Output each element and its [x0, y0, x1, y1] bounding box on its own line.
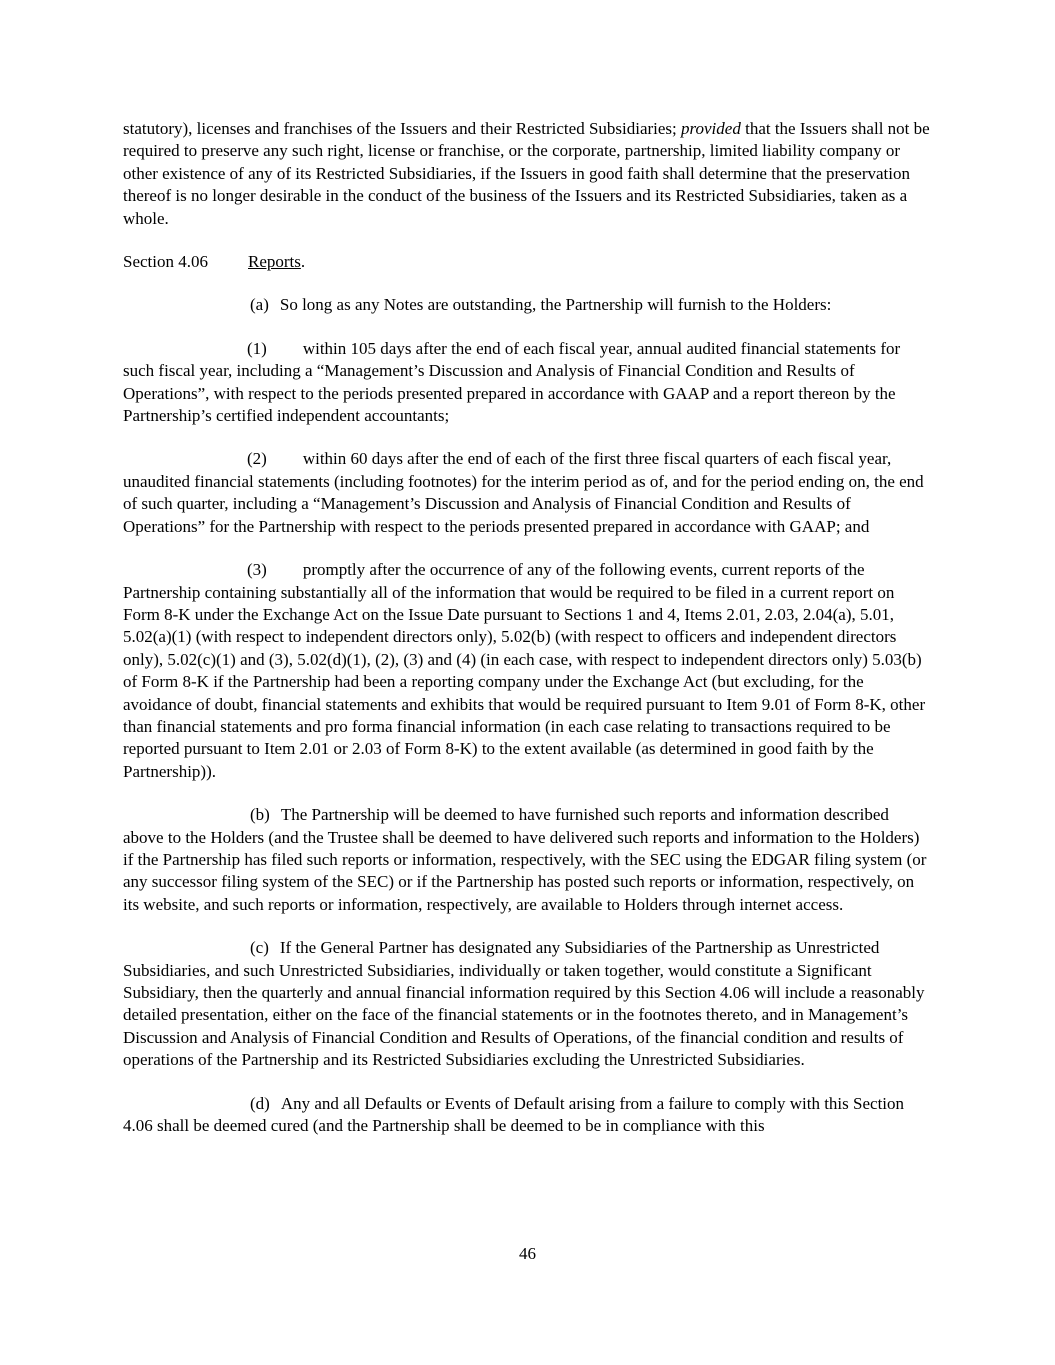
item-text-2: within 60 days after the end of each of the first three fiscal quarters of each fiscal year, unaudited financial statements (including footnotes) for the interim period as of, and for the period ending on, the end of such quarter, including a “Management’s Discussion and Analysis of Financial Condition and Results of Operations” for the Partnership with respect to the periods presented prepared in accordance with GAAP; and — [123, 449, 924, 536]
section-title-period: . — [300, 252, 306, 272]
paragraph-d — [123, 1093, 931, 1138]
item-label-c: (c) — [250, 938, 269, 958]
paragraph-a1 — [123, 338, 931, 428]
item-text-d: Any and all Defaults or Events of Default arising from a failure to comply with this Section 4.06 shall be deemed cured (and the Partnership shall be deemed to be in compliance with this — [123, 1093, 905, 1136]
section-title: Reports — [248, 252, 301, 272]
paragraph-a3 — [123, 559, 931, 783]
paragraph-c — [123, 937, 931, 1071]
item-text-b: The Partnership will be deemed to have furnished such reports and information described above to the Holders (and the Trustee shall be deemed to have delivered such reports and information to the Holders) if the Partnership has filed such reports or information, respectively, with the SEC using the EDGAR filing system (or any successor filing system of the SEC) or if the Partnership has posted such reports or information, respectively, on its website, and such reports or information, respectively, are available to Holders through internet access. — [123, 805, 927, 914]
paragraph-a — [123, 294, 931, 316]
item-label-b: (b) — [250, 805, 270, 825]
section-number: Section 4.06 — [123, 252, 208, 272]
section-heading — [123, 251, 931, 273]
intro-text-provided-italic: provided — [681, 119, 741, 138]
intro-text-post: that the Issuers shall not be required to preserve any such right, license or franchise, or the corporate, partnership, limited liability company or other existence of any of its Restricted Subsidiaries, if the Issuers in good faith shall determine that the preservation thereof is no longer desirable in the conduct of the business of the Issuers and its Restricted Subsidiaries, taken as a whole. — [123, 119, 930, 228]
item-text-a: So long as any Notes are outstanding, the Partnership will furnish to the Holders: — [279, 295, 832, 315]
item-label-1: (1) — [247, 338, 267, 358]
intro-text-pre: statutory), licenses and franchises of the Issuers and their Restricted Subsidiaries; — [123, 119, 682, 138]
item-label-a: (a) — [250, 295, 269, 315]
paragraph-a2 — [123, 448, 931, 538]
paragraph-intro-continuation — [123, 118, 931, 230]
item-text-3: promptly after the occurrence of any of the following events, current reports of the Partnership containing substantially all of the information that would be required to be filed in a current report on Form 8-K under the Exchange Act on the Issue Date pursuant to Sections 1 and 4, Items 2.01, 2.03, 2.04(a), 5.01, 5.02(a)(1) (with respect to independent directors only), 5.02(b) (with respect to officers and independent directors only), 5.02(c)(1) and (3), 5.02(d)(1), (2), (3) and (4) (in each case, with respect to independent directors only) 5.03(b) of Form 8-K if the Partnership had been a reporting company under the Exchange Act (but excluding, for the avoidance of doubt, financial statements and exhibits that would be required pursuant to Item 9.01 of Form 8-K, other than financial statements and pro forma financial information (in each case relating to transactions required to be reported pursuant to Item 2.01 or 2.03 of Form 8-K) to the extent available (as determined in good faith by the Partnership)). — [123, 560, 926, 781]
paragraph-b — [123, 804, 931, 916]
item-label-d: (d) — [250, 1093, 270, 1113]
item-text-c: If the General Partner has designated any Subsidiaries of the Partnership as Unrestricted Subsidiaries, and such Unrestricted Subsidiaries, individually or taken together, would constitute a Significant Subsidiary, then the quarterly and annual financial information required by this Section 4.06 will include a reasonably detailed presentation, either on the face of the financial statements or in the footnotes thereto, and in Management’s Discussion and Analysis of Financial Condition and Results of Operations, of the financial condition and results of operations of the Partnership and its Restricted Subsidiaries excluding the Unrestricted Subsidiaries. — [123, 938, 925, 1070]
item-label-3: (3) — [247, 560, 267, 580]
item-label-2: (2) — [247, 449, 267, 469]
item-text-1: within 105 days after the end of each fiscal year, annual audited financial statements for such fiscal year, including a “Management’s Discussion and Analysis of Financial Condition and Results of Operations”, with respect to the periods presented prepared in accordance with GAAP and a report thereon by the Partnership’s certified independent accountants; — [123, 338, 901, 426]
page-number: 46 — [519, 1244, 536, 1263]
